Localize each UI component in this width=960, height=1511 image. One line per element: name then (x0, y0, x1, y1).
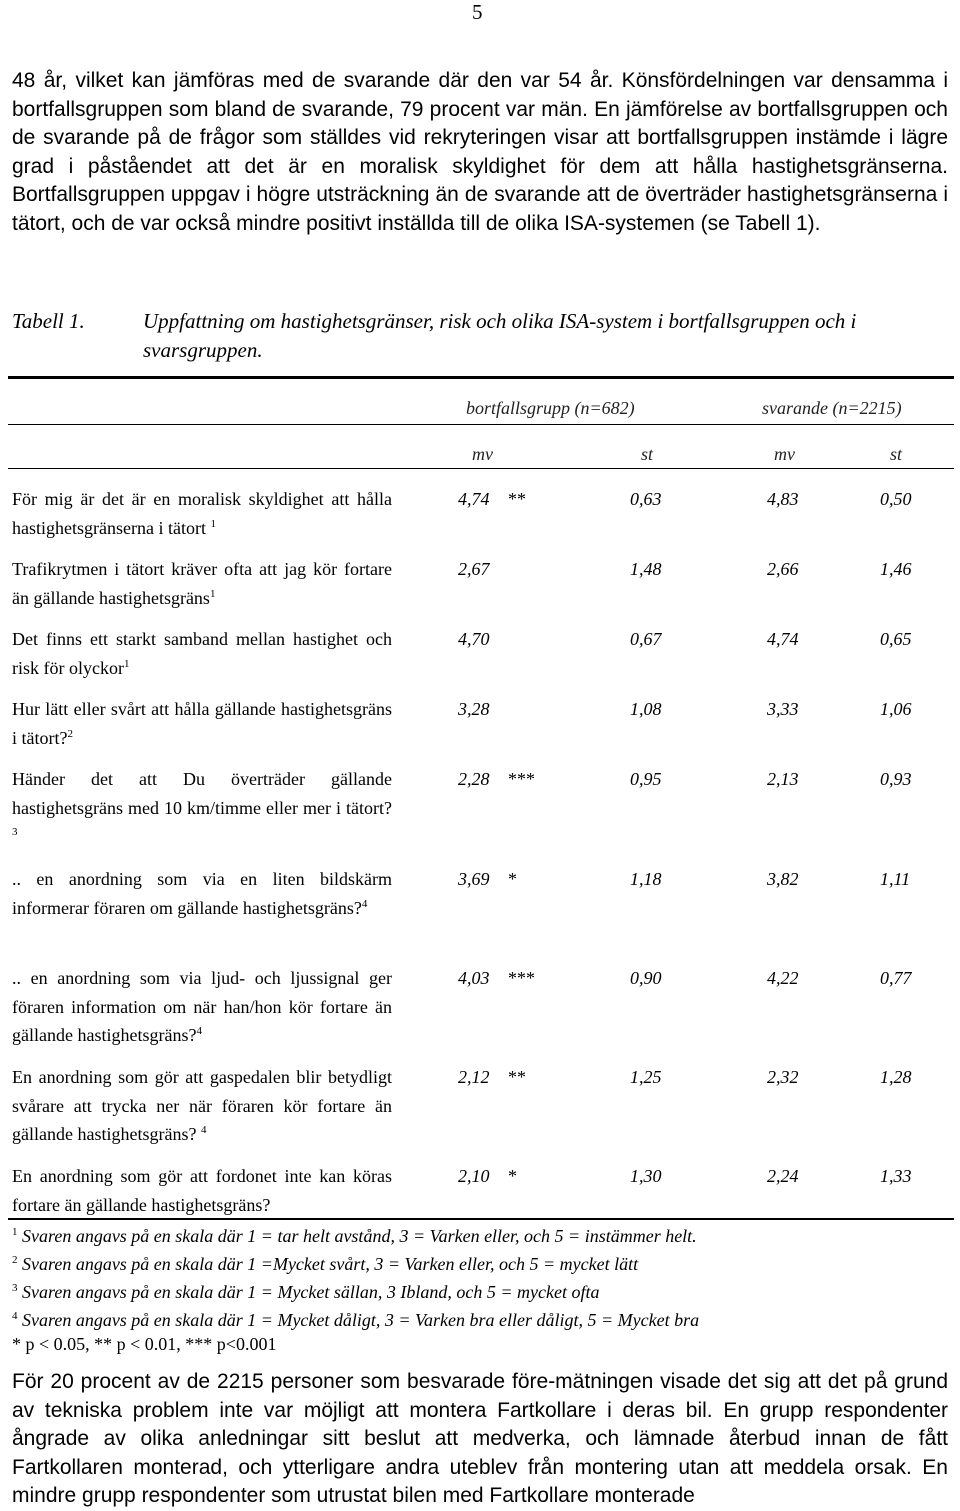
cell-mv-svarande: 4,74 (767, 629, 799, 649)
subheader-mv-1: mv (472, 444, 493, 464)
cell-significance: ** (508, 489, 526, 509)
subheader-st-2: st (890, 444, 903, 464)
cell-st-svarande: 0,50 (880, 489, 912, 509)
table-row-question: En anordning som gör att fordonet inte kan köras fortare än gällande hastighetsgräns? (12, 1166, 392, 1215)
cell-mv-svarande: 4,22 (767, 968, 799, 988)
table-caption: Uppfattning om hastighetsgränser, risk och olika ISA-system i bortfallsgruppen och i svarsgruppen. (143, 309, 857, 362)
table-header-rule (8, 424, 954, 425)
cell-st-svarande: 1,06 (880, 699, 912, 719)
cell-mv-svarande: 2,66 (767, 559, 799, 579)
table-row-question: För mig är det är en moralisk skyldighet att hålla hastighetsgränserna i tätort $^1$ (12, 489, 392, 538)
cell-st-bortfall: 0,90 (630, 968, 662, 988)
footnote: $^1$ Svaren angavs på en skala där 1 = tar helt avstånd, 3 = Varken eller, och 5 = instämmer helt. (12, 1226, 697, 1246)
table-row-question: Det finns ett starkt samband mellan hastighet och risk för olyckor$^1$ (12, 629, 392, 678)
cell-mv-bortfall: 2,10 (458, 1166, 490, 1186)
footnote: $^2$ Svaren angavs på en skala där 1 =Mycket svårt, 3 = Varken eller, och 5 = mycket lätt (12, 1254, 639, 1274)
table-top-rule (8, 376, 954, 379)
cell-st-svarande: 0,65 (880, 629, 912, 649)
cell-st-bortfall: 1,25 (630, 1067, 662, 1087)
table-row-question: .. en anordning som via en liten bildskärm informerar föraren om gällande hastighetsgräns?$^4$ (12, 869, 392, 918)
group-header-svarande: svarande (n=2215) (762, 398, 902, 418)
significance-note: * p < 0.05, ** p < 0.01, *** p<0.001 (12, 1334, 277, 1354)
cell-mv-svarande: 3,33 (767, 699, 799, 719)
cell-st-bortfall: 1,08 (630, 699, 662, 719)
cell-st-svarande: 0,93 (880, 769, 912, 789)
cell-st-svarande: 1,28 (880, 1067, 912, 1087)
cell-mv-svarande: 4,83 (767, 489, 799, 509)
table-row-question: Händer det att Du överträder gällande hastighetsgräns med 10 km/timme eller mer i tätort?$^3$ (12, 769, 392, 838)
cell-mv-svarande: 3,82 (767, 869, 799, 889)
table-row-question: Trafikrytmen i tätort kräver ofta att jag kör fortare än gällande hastighetsgräns$^1$ (12, 559, 392, 608)
table-footnotes (12, 1220, 699, 1356)
cell-st-svarande: 1,33 (880, 1166, 912, 1186)
cell-mv-svarande: 2,24 (767, 1166, 799, 1186)
cell-mv-bortfall: 3,69 (458, 869, 490, 889)
cell-st-bortfall: 0,67 (630, 629, 662, 649)
cell-significance: ** (508, 1067, 526, 1087)
cell-significance: * (508, 1166, 517, 1186)
table-row-question: En anordning som gör att gaspedalen blir betydligt svårare att trycka ner när föraren kör fortare än gällande hastighetsgräns? $^4$ (12, 1067, 392, 1144)
table-subheader-rule (8, 468, 954, 469)
cell-mv-svarande: 2,32 (767, 1067, 799, 1087)
page-number: 5 (472, 0, 483, 24)
footnote: $^3$ Svaren angavs på en skala där 1 = Mycket sällan, 3 Ibland, och 5 = mycket ofta (12, 1282, 600, 1302)
cell-st-bortfall: 0,95 (630, 769, 662, 789)
cell-mv-svarande: 2,13 (767, 769, 799, 789)
cell-mv-bortfall: 4,03 (458, 968, 490, 988)
cell-st-bortfall: 0,63 (630, 489, 662, 509)
subheader-mv-2: mv (774, 444, 795, 464)
cell-st-svarande: 1,11 (880, 869, 911, 889)
cell-st-svarande: 1,46 (880, 559, 912, 579)
cell-st-bortfall: 1,30 (630, 1166, 662, 1186)
cell-st-bortfall: 1,18 (630, 869, 662, 889)
table-label: Tabell 1. (12, 309, 85, 333)
cell-mv-bortfall: 3,28 (458, 699, 490, 719)
intro-paragraph: 48 år, vilket kan jämföras med de svarande där den var 54 år. Könsfördelningen var densamma i bortfallsgruppen som bland de svarande, 79 procent var män. En jämförelse av bortfallsgruppen och de svarande på de frågor som ställdes vid rekryteringen visar att bortfallsgruppen instämde i lägre grad i påståendet att det är en moralisk skyldighet för dem att hålla hastighetsgränserna. Bortfallsgruppen uppgav i högre utsträckning än de svarande att de överträder hastighetsgränserna i tätort, och de var också mindre positivt inställda till de olika ISA-systemen (se Tabell 1). (12, 69, 948, 235)
cell-mv-bortfall: 2,67 (458, 559, 490, 579)
subheader-st-1: st (641, 444, 654, 464)
closing-paragraph: För 20 procent av de 2215 personer som besvarade före-mätningen visade det sig att det på grund av tekniska problem inte var möjligt att montera Fartkollare i deras bil. En grupp respondenter ångrade av olika anledningar sitt beslut att medverka, och lämnade återbud innan de fått Fartkollaren monterad, och ytterligare andra uteblev från montering utan att meddela orsak. En mindre grupp respondenter som utrustat bilen med Fartkollare monterade (12, 1370, 948, 1507)
table-row-question: .. en anordning som via ljud- och ljussignal ger föraren information om när han/hon kör fortare än gällande hastighetsgräns?$^4$ (12, 968, 392, 1045)
cell-mv-bortfall: 4,74 (458, 489, 490, 509)
table-row-question: Hur lätt eller svårt att hålla gällande hastighetsgräns i tätort?$^2$ (12, 699, 392, 748)
cell-st-bortfall: 1,48 (630, 559, 662, 579)
cell-st-svarande: 0,77 (880, 968, 912, 988)
cell-significance: *** (508, 769, 535, 789)
cell-significance: *** (508, 968, 535, 988)
cell-significance: * (508, 869, 517, 889)
cell-mv-bortfall: 4,70 (458, 629, 490, 649)
cell-mv-bortfall: 2,28 (458, 769, 490, 789)
cell-mv-bortfall: 2,12 (458, 1067, 490, 1087)
footnote: $^4$ Svaren angavs på en skala där 1 = Mycket dåligt, 3 = Varken bra eller dåligt, 5 = Mycket bra (12, 1310, 700, 1330)
group-header-bortfall: bortfallsgrupp (n=682) (466, 398, 635, 418)
